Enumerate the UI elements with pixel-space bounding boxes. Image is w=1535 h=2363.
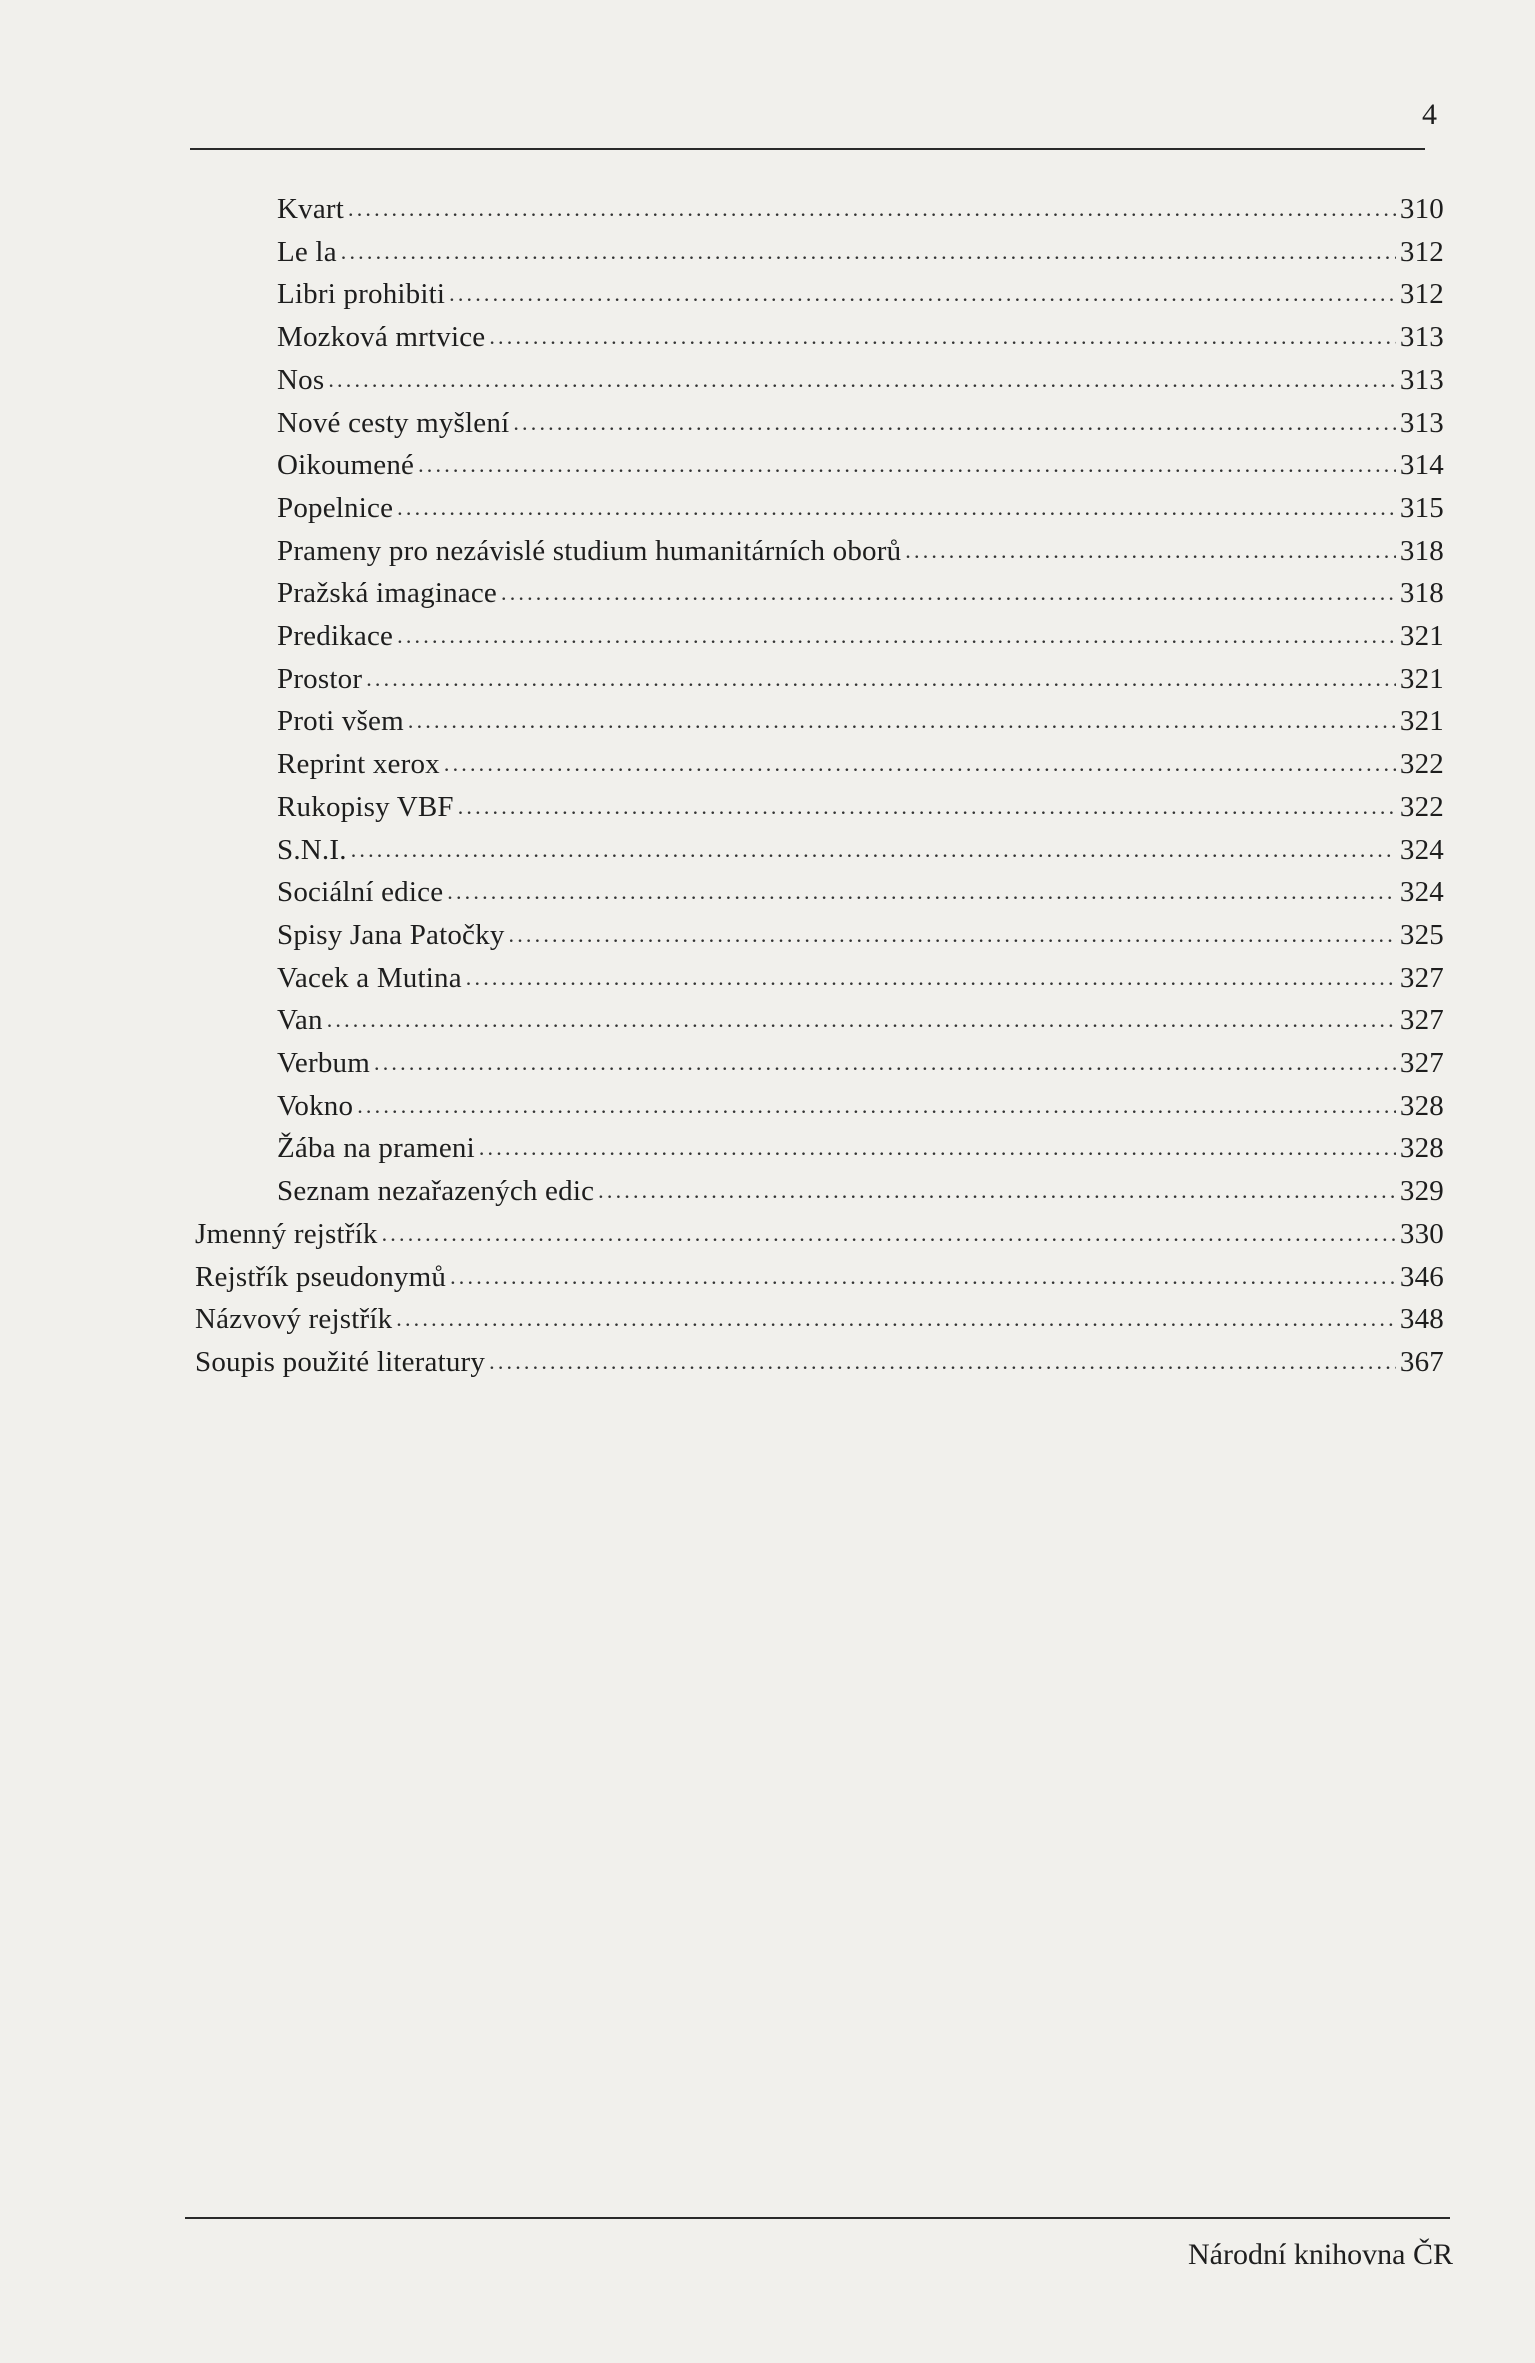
header-rule [190, 148, 1425, 150]
toc-entry-page: 318 [1399, 534, 1444, 567]
toc-entry-page: 321 [1399, 662, 1444, 695]
toc-dot-leader [418, 444, 1396, 486]
toc-entry [277, 658, 1444, 700]
toc-entry-page: 314 [1399, 449, 1444, 482]
toc-entry [277, 999, 1444, 1041]
toc-entry-title: S.N.I. [277, 833, 347, 866]
toc-entry [277, 530, 1444, 572]
toc-entry-title: Sociální edice [277, 876, 444, 909]
toc-dot-leader [366, 658, 1396, 700]
toc-entry-page: 310 [1399, 193, 1444, 225]
toc-dot-leader [598, 1170, 1396, 1212]
toc-entry-page: 327 [1399, 1047, 1444, 1079]
toc-entry [277, 1042, 1444, 1084]
toc-entry [277, 316, 1444, 358]
toc-entry [195, 1298, 1444, 1340]
toc-entry-title: Seznam nezařazených edic [277, 1175, 595, 1208]
page-number: 4 [1422, 98, 1437, 131]
toc-entry-page: 322 [1399, 748, 1444, 781]
toc-entry-page: 313 [1399, 321, 1444, 354]
toc-entry-page: 327 [1399, 1004, 1444, 1037]
toc-dot-leader [328, 359, 1396, 401]
toc-entry [277, 914, 1444, 956]
toc-entry-title: Proti všem [277, 705, 404, 738]
toc-dot-leader [351, 829, 1396, 871]
toc-entry [277, 700, 1444, 742]
toc-entry [277, 359, 1444, 401]
toc-entry [195, 1341, 1444, 1383]
toc-entry [195, 1256, 1444, 1298]
toc-entry-page: 313 [1399, 406, 1444, 439]
toc-dot-leader [450, 1256, 1396, 1298]
toc-entry [277, 231, 1444, 273]
toc-entry [277, 1085, 1444, 1127]
toc-dot-leader [458, 786, 1396, 828]
toc-entry [277, 871, 1444, 913]
toc-dot-leader [341, 231, 1396, 273]
toc-entry-title: Prostor [277, 662, 363, 695]
toc-entry-title: Vacek a Mutina [277, 961, 462, 994]
toc-entry [277, 487, 1444, 529]
toc-entry-page: 321 [1399, 620, 1444, 652]
toc-dot-leader [513, 402, 1396, 444]
toc-entry-page: 329 [1399, 1175, 1444, 1208]
toc-entry-title: Oikoumené [277, 449, 415, 482]
toc-dot-leader [466, 957, 1396, 999]
toc-dot-leader [348, 188, 1396, 230]
footer-rule [185, 2217, 1450, 2219]
toc-entry-title: Rukopisy VBF [277, 790, 454, 823]
toc-entry [277, 743, 1444, 785]
toc-entry [277, 1127, 1444, 1169]
toc-entry-title: Predikace [277, 620, 394, 652]
toc-dot-leader [327, 999, 1396, 1041]
toc-dot-leader [447, 871, 1396, 913]
toc-entry-page: 325 [1399, 918, 1444, 951]
toc-entry-page: 312 [1399, 235, 1444, 268]
toc-entry-page: 328 [1399, 1132, 1444, 1165]
toc-entry-title: Popelnice [277, 491, 394, 524]
toc-dot-leader [509, 914, 1396, 956]
toc-entry-title: Soupis použité literatury [195, 1345, 486, 1378]
toc-entry-title: Žába na prameni [277, 1132, 475, 1165]
toc-entry-page: 324 [1399, 876, 1444, 909]
toc-entry [195, 1213, 1444, 1255]
toc-entry-title: Spisy Jana Patočky [277, 918, 505, 951]
toc-entry-page: 312 [1399, 278, 1444, 311]
toc-entry-title: Pražská imaginace [277, 577, 497, 610]
toc-entry-page: 313 [1399, 363, 1444, 396]
toc-entry-title: Názvový rejstřík [195, 1303, 393, 1336]
toc-entry [277, 188, 1444, 230]
toc-entry-title: Libri prohibiti [277, 278, 446, 311]
toc-dot-leader [501, 572, 1396, 614]
toc-entry-title: Prameny pro nezávislé studium humanitárních oborů [277, 534, 902, 567]
toc-entry-page: 315 [1399, 491, 1444, 524]
toc-entry-page: 321 [1399, 705, 1444, 738]
toc-entry-title: Rejstřík pseudonymů [195, 1260, 447, 1293]
toc-dot-leader [408, 700, 1396, 742]
toc-entry-title: Le la [277, 235, 337, 268]
toc-entry-title: Nové cesty myšlení [277, 406, 510, 439]
toc-dot-leader [905, 530, 1396, 572]
toc-entry [277, 444, 1444, 486]
toc-dot-leader [396, 1298, 1396, 1340]
toc-entry [277, 572, 1444, 614]
toc-dot-leader [397, 487, 1396, 529]
toc-entry-page: 324 [1399, 833, 1444, 866]
toc-entry-page: 367 [1399, 1345, 1444, 1378]
toc-entry-page: 328 [1399, 1089, 1444, 1122]
toc-entry [277, 957, 1444, 999]
toc-dot-leader [374, 1042, 1396, 1084]
toc-entry-title: Reprint xerox [277, 748, 440, 781]
toc-entry-title: Kvart [277, 193, 345, 225]
toc-entry-title: Jmenný rejstřík [195, 1217, 378, 1250]
toc-entry-page: 346 [1399, 1260, 1444, 1293]
toc-entry [277, 1170, 1444, 1212]
toc-entry-title: Vokno [277, 1089, 354, 1122]
toc-dot-leader [479, 1127, 1396, 1169]
toc-dot-leader [489, 316, 1396, 358]
footer-text: Národní knihovna ČR [1188, 2238, 1453, 2271]
toc-dot-leader [357, 1085, 1396, 1127]
toc-entry-title: Nos [277, 363, 325, 396]
toc-dot-leader [444, 743, 1396, 785]
toc-entry-page: 327 [1399, 961, 1444, 994]
toc-entry-title: Verbum [277, 1047, 371, 1079]
toc-dot-leader [449, 273, 1396, 315]
toc-dot-leader [489, 1341, 1396, 1383]
toc-entry [277, 786, 1444, 828]
toc-entry-page: 322 [1399, 790, 1444, 823]
toc-entry-title: Van [277, 1004, 323, 1037]
toc-entry-page: 330 [1399, 1217, 1444, 1250]
toc-dot-leader [382, 1213, 1396, 1255]
toc-entry [277, 829, 1444, 871]
toc-entry-page: 348 [1399, 1303, 1444, 1336]
toc-entry-page: 318 [1399, 577, 1444, 610]
toc-entry [277, 402, 1444, 444]
toc-entry-title: Mozková mrtvice [277, 321, 486, 354]
toc-entry [277, 273, 1444, 315]
toc-entry [277, 615, 1444, 657]
toc-dot-leader [397, 615, 1396, 657]
